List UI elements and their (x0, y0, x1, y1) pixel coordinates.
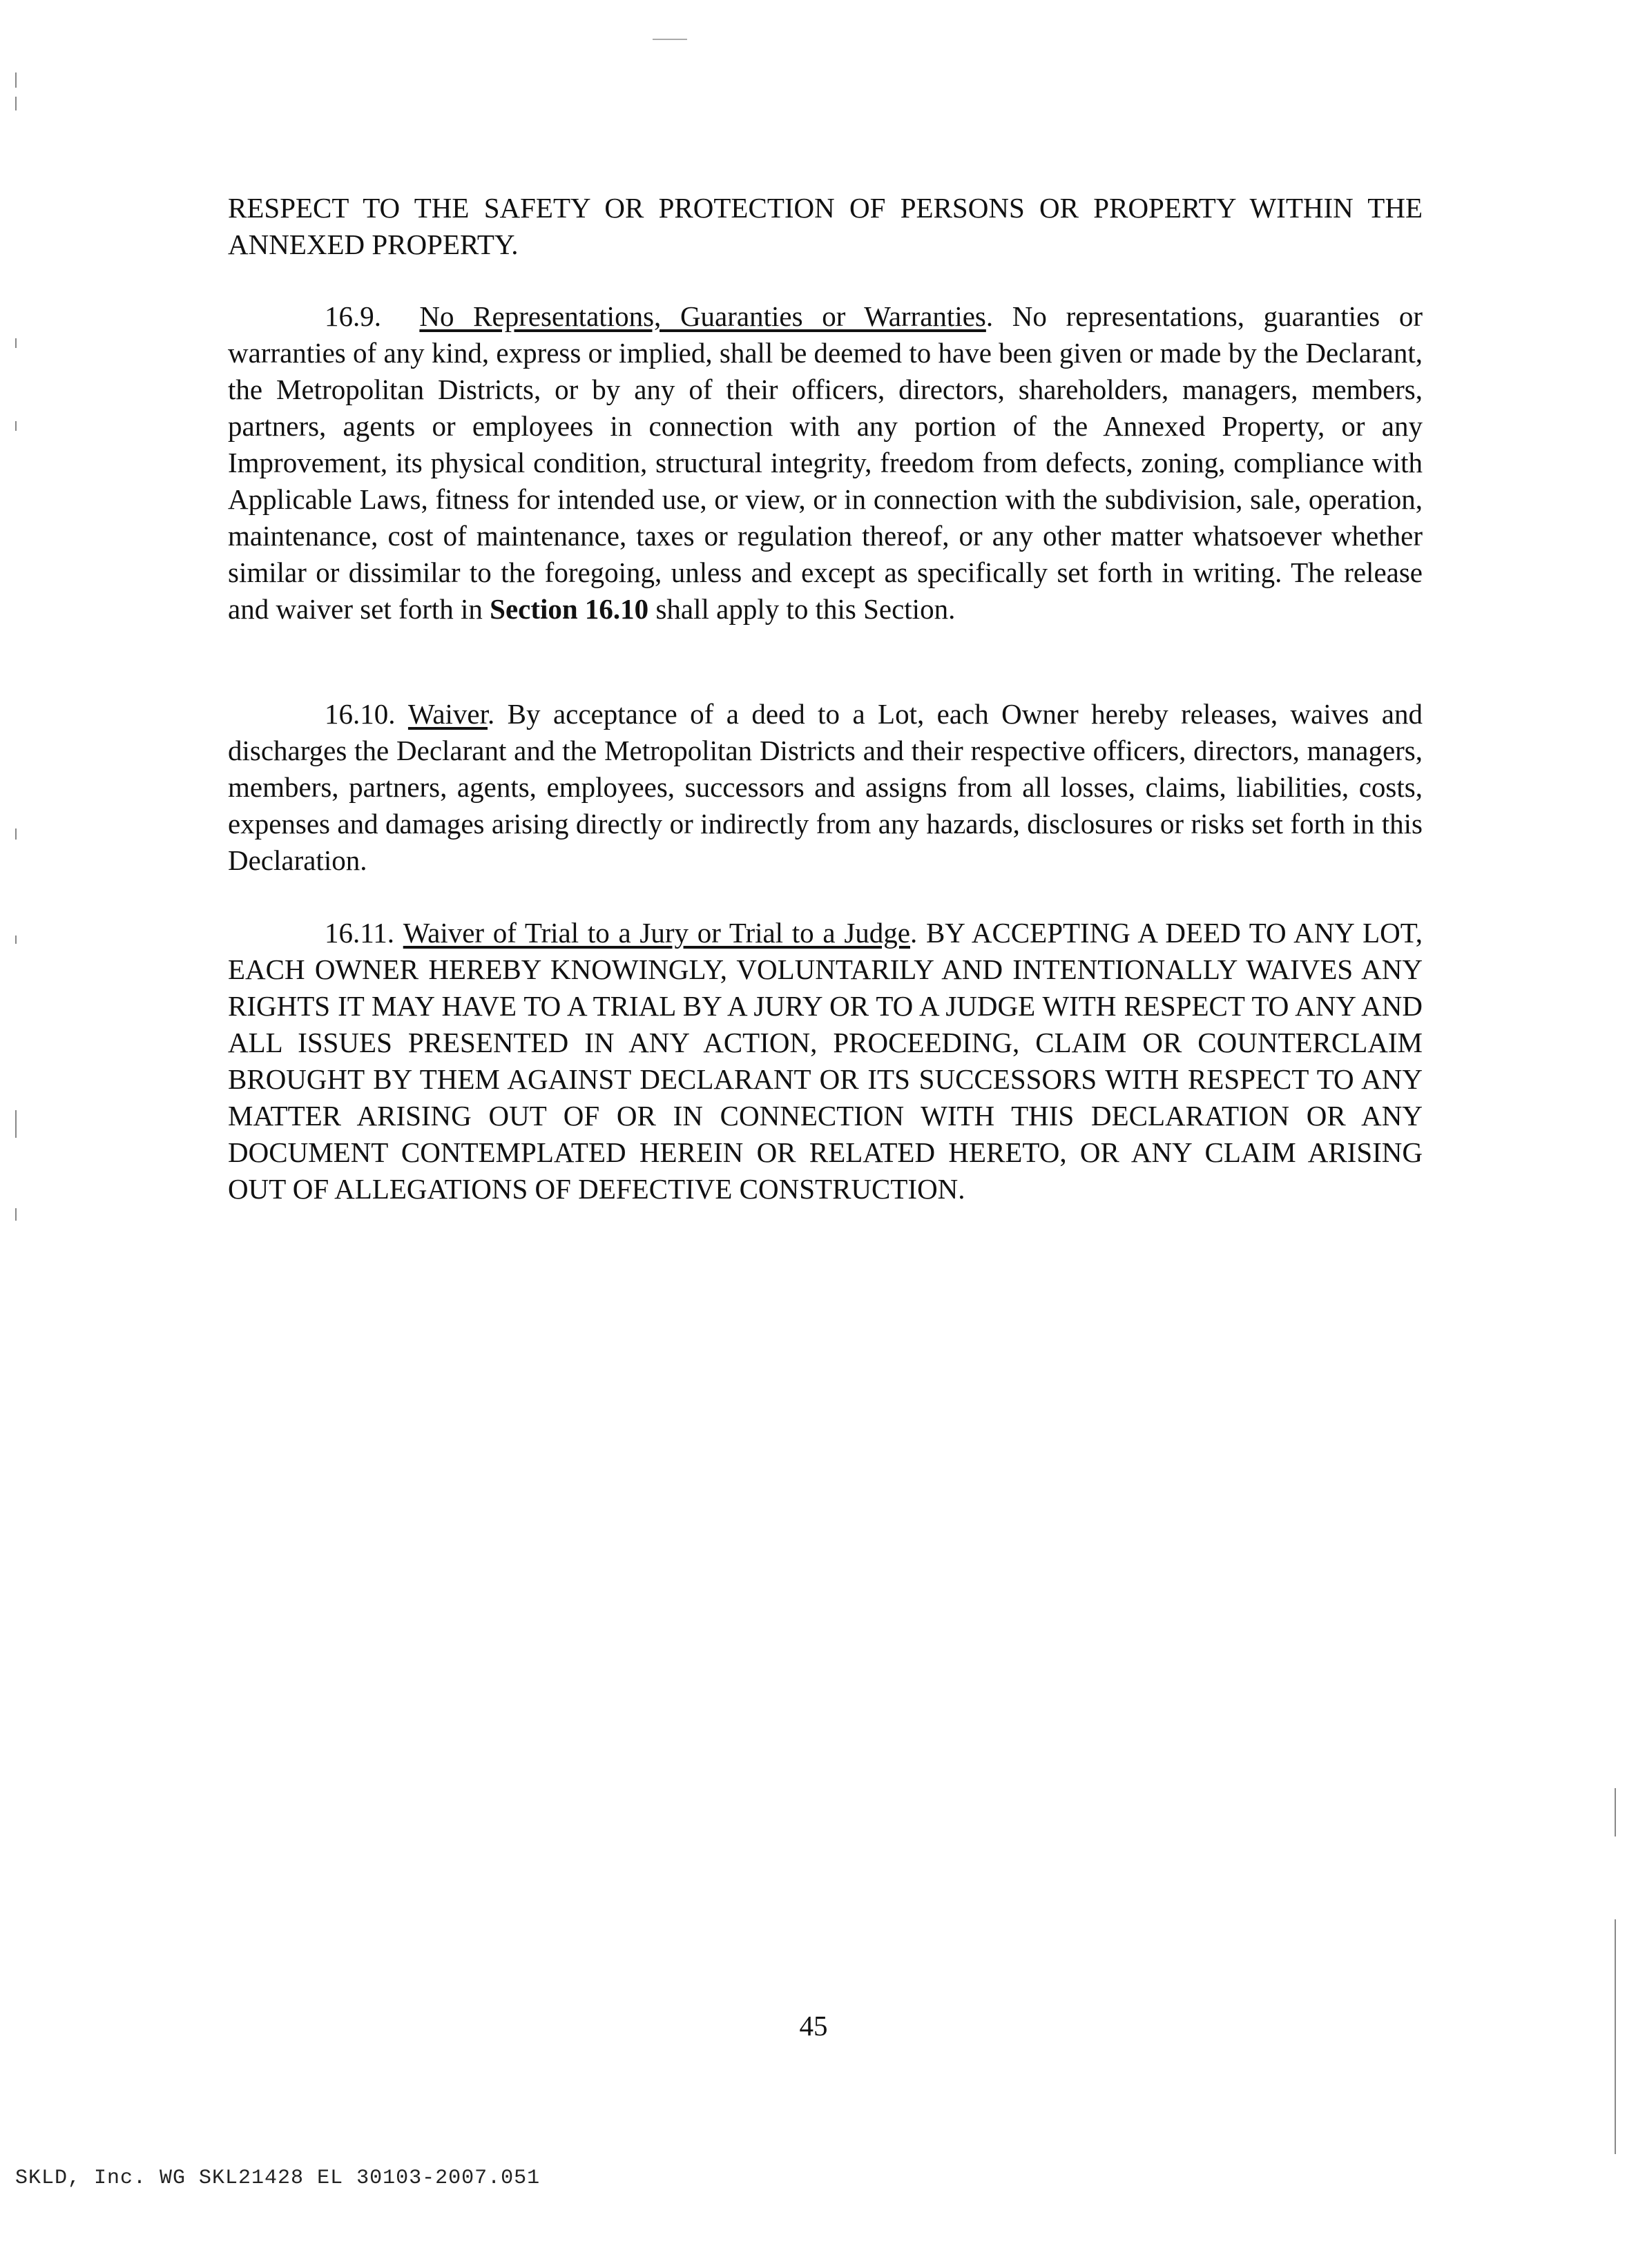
section-body: . No representations, guaranties or warranties of any kind, express or implied, shall be deemed to have been given or made by the Declarant, the Metropolitan Districts, or by any of their officers, directors, shareholders, managers, members, partners, agents or employees in connection with any portion of the Annexed Property, or any Improvement, its physical condition, structural integrity, freedom from defects, zoning, compliance with Applicable Laws, fitness for intended use, or view, or in connection with the subdivision, sale, operation, maintenance, cost of maintenance, taxes or regulation thereof, or any other matter whatsoever whether similar or dissimilar to the foregoing, unless and except as specifically set forth in writing. The release and waiver set forth in (228, 300, 1423, 625)
scan-mark (15, 72, 17, 88)
scan-mark (15, 1208, 17, 1221)
section-body: . BY ACCEPTING A DEED TO ANY LOT, EACH OWNER HEREBY KNOWINGLY, VOLUNTARILY AND INTENTIONALLY WAIVES ANY RIGHTS IT MAY HAVE TO A TRIAL BY A JURY OR TO A JUDGE WITH RESPECT TO ANY AND ALL ISSUES PRESENTED IN ANY ACTION, PROCEEDING, CLAIM OR COUNTERCLAIM BROUGHT BY THEM AGAINST DECLARANT OR ITS SUCCESSORS WITH RESPECT TO ANY MATTER ARISING OUT OF OR IN CONNECTION WITH THIS DECLARATION OR ANY DOCUMENT CONTEMPLATED HEREIN OR RELATED HERETO, OR ANY CLAIM ARISING OUT OF ALLEGATIONS OF DEFECTIVE CONSTRUCTION. (228, 917, 1423, 1205)
section-number: 16.10. (325, 698, 396, 730)
section-heading: Waiver (407, 698, 488, 730)
section-16-9 (228, 298, 1423, 628)
scan-mark (1615, 1788, 1616, 1836)
section-number: 16.11. (325, 917, 394, 949)
scan-mark (653, 39, 687, 40)
carry-over-text: RESPECT TO THE SAFETY OR PROTECTION OF PERSONS OR PROPERTY WITHIN THE ANNEXED PROPERTY. (228, 192, 1423, 260)
section-heading: Waiver of Trial to a Jury or Trial to a Judge (403, 917, 910, 949)
section-number: 16.9. (325, 300, 381, 332)
scan-mark (15, 828, 17, 840)
scan-mark (15, 338, 17, 348)
scan-mark (15, 936, 17, 944)
section-heading: No Representations, Guaranties or Warranties (419, 300, 986, 332)
scan-mark (15, 97, 17, 110)
footer-id: SKLD, Inc. WG SKL21428 EL 30103-2007.051 (15, 2167, 541, 2190)
scan-mark (15, 421, 17, 431)
section-body: . By acceptance of a deed to a Lot, each Owner hereby releases, waives and discharges the Declarant and the Metropolitan Districts and their respective officers, directors, managers, members, partners, agents, employees, successors and assigns from all losses, claims, liabilities, costs, expenses and damages arising directly or indirectly from any hazards, disclosures or risks set forth in this Declaration. (228, 698, 1423, 876)
section-reference: Section 16.10 (490, 593, 649, 625)
section-body-end: shall apply to this Section. (648, 593, 956, 625)
section-16-11 (228, 915, 1423, 1208)
page-number: 45 (799, 2010, 828, 2042)
scan-mark (15, 1110, 17, 1138)
section-16-10 (228, 696, 1423, 879)
